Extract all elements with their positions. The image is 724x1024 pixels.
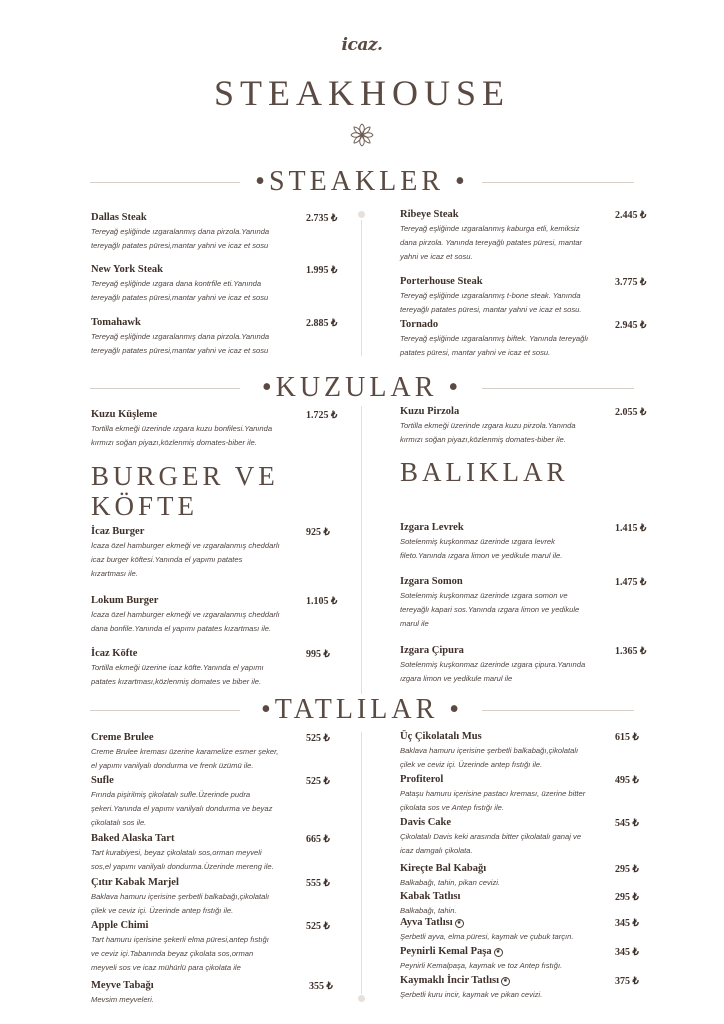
menu-item-description xyxy=(400,289,582,317)
menu-item-name-text: Meyve Tabağı xyxy=(91,980,154,991)
menu-item xyxy=(91,877,269,918)
menu-item-price: 1.995 ₺ xyxy=(306,265,338,276)
menu-item xyxy=(91,264,268,305)
menu-item-name xyxy=(91,526,280,537)
menu-item xyxy=(91,732,278,773)
menu-item-name xyxy=(91,317,269,328)
description-line: Baklava hamuru içerisine şerbetli balkabağı,çikolatalı xyxy=(400,746,579,755)
menu-item-price: 295 ₺ xyxy=(615,864,639,875)
description-line: kırmızı soğan piyazı,közlenmiş domates-biber ile. xyxy=(91,438,257,447)
menu-item-price: 2.945 ₺ xyxy=(615,320,647,331)
menu-item-description xyxy=(91,788,272,830)
menu-item-name xyxy=(400,946,562,957)
description-line: Tortilla ekmeği üzerinde ızgara kuzu pirzola.Yanında xyxy=(400,421,576,430)
menu-item-name xyxy=(91,648,264,659)
menu-item-description xyxy=(91,661,264,689)
menu-item-name xyxy=(400,276,582,287)
leaf-icon: ❦ xyxy=(502,978,509,984)
section-kuzular-header xyxy=(0,372,724,404)
menu-item-description xyxy=(400,658,585,686)
menu-item xyxy=(91,775,272,830)
description-line: çikolata sos ve Antep fıstığı ile. xyxy=(400,803,504,812)
description-line: ızgara limon ve yedikule marul ile xyxy=(400,674,513,683)
menu-item-name xyxy=(400,209,582,220)
description-line: Tereyağ eşliğinde ızgaralanmış dana pirzola.Yanında xyxy=(91,332,270,341)
menu-item-name xyxy=(400,522,562,533)
description-line: İcaza özel hamburger ekmeği ve ızgaralanmış cheddarlı xyxy=(91,610,280,619)
menu-item-name-text: Kaymaklı İncir Tatlısı xyxy=(400,975,499,986)
menu-item xyxy=(400,276,582,317)
description-line: icaz burger köftesi.Yanında el yapımı patates xyxy=(91,555,243,564)
menu-item-name-text: Apple Chimi xyxy=(91,920,149,931)
menu-item xyxy=(91,833,274,874)
menu-item xyxy=(400,406,576,447)
flower-icon xyxy=(348,121,376,149)
description-line: çilek ve ceviz içi. Üzerinde antep fıstığı ile. xyxy=(91,906,234,915)
menu-item-name xyxy=(91,833,274,844)
menu-item-name xyxy=(91,920,269,931)
menu-item-name xyxy=(91,775,272,786)
menu-item-name-text: İcaz Burger xyxy=(91,526,145,537)
menu-item-name-text: Ayva Tatlısı xyxy=(400,917,453,928)
menu-item-price: 295 ₺ xyxy=(615,892,639,903)
menu-item xyxy=(400,946,562,973)
menu-item-name xyxy=(91,980,154,991)
description-line: Tart hamuru içerisine şekerli elma püresi,antep fıstığı xyxy=(91,935,269,944)
menu-item-price: 525 ₺ xyxy=(306,776,330,787)
menu-item xyxy=(400,975,542,1002)
menu-item-name xyxy=(91,877,269,888)
menu-item-name xyxy=(91,595,280,606)
menu-item-price: 2.735 ₺ xyxy=(306,213,338,224)
leaf-icon: ❦ xyxy=(495,949,501,955)
description-line: Tereyağ eşliğinde ızgaralanmış biftek. Yanında tereyağlı xyxy=(400,334,589,343)
description-line: Balkabağı, tahin. xyxy=(400,906,457,915)
menu-item-name-text: Dallas Steak xyxy=(91,212,147,223)
menu-item-name xyxy=(400,576,579,587)
menu-item-name-text: Baked Alaska Tart xyxy=(91,833,175,844)
menu-item-description xyxy=(91,539,280,581)
menu-item xyxy=(400,891,460,918)
menu-item-name xyxy=(91,264,268,275)
description-line: icaz damgalı çikolata. xyxy=(400,846,473,855)
description-line: Sotelenmiş kuşkonmaz üzerinde ızgara somon ve xyxy=(400,591,568,600)
menu-item xyxy=(400,319,588,360)
menu-item xyxy=(91,648,264,689)
section-title: •KUZULAR • xyxy=(254,372,470,404)
description-line: sos,el yapımı vanilyalı dondurma.Üzerinde mereng ile. xyxy=(91,862,274,871)
menu-item-name-text: Kuzu Pirzola xyxy=(400,406,460,417)
menu-item-name-text: Kireçte Bal Kabağı xyxy=(400,863,487,874)
description-line: fileto.Yanında ızgara limon ve yedikule marul ile. xyxy=(400,551,563,560)
menu-item-description xyxy=(400,744,578,772)
description-line: Balkabağı, tahin, pikan cevizi. xyxy=(400,878,501,887)
menu-item xyxy=(91,595,280,636)
divider-dot xyxy=(358,995,365,1002)
description-line: dana pirzola. Yanında tereyağlı patates püresi, mantar xyxy=(400,238,583,247)
menu-item-name-text: Porterhouse Steak xyxy=(400,276,483,287)
menu-item xyxy=(91,409,272,450)
description-line: Sotelenmiş kuşkonmaz üzerinde ızgara levrek xyxy=(400,537,555,546)
menu-item-description xyxy=(91,225,269,253)
section-baliklar-title: BALIKLAR xyxy=(400,457,569,487)
menu-item-description xyxy=(400,419,576,447)
menu-item xyxy=(400,645,585,686)
menu-item-description xyxy=(400,830,581,858)
description-line: Tereyağ eşliğinde ızgaralanmış dana pirzola.Yanında xyxy=(91,227,270,236)
menu-item-name-text: Creme Brulee xyxy=(91,732,154,743)
brand-logo: icaz. xyxy=(341,35,383,55)
menu-item-name xyxy=(400,406,576,417)
menu-item-price: 925 ₺ xyxy=(306,527,330,538)
menu-item-description xyxy=(400,787,585,815)
menu-item-name-text: Kuzu Küşleme xyxy=(91,409,158,420)
menu-item-description xyxy=(400,589,579,631)
description-line: meyveli sos ve icaz mühürlü para çikolata ile xyxy=(91,963,241,972)
menu-item-name-text: Tornado xyxy=(400,319,439,330)
menu-item xyxy=(91,980,154,1007)
menu-item xyxy=(400,209,582,264)
description-line: çilek ve ceviz içi. Üzerinde antep fıstığı ile. xyxy=(400,760,543,769)
menu-item-name xyxy=(91,732,278,743)
menu-item-name-text: Çıtır Kabak Marjel xyxy=(91,877,179,888)
menu-item-name-text: Üç Çikolatalı Mus xyxy=(400,731,482,742)
description-line: Tortilla ekmeği üzerinde ızgara kuzu bonfilesi.Yanında xyxy=(91,424,273,433)
menu-item xyxy=(91,526,280,581)
section-burger-title xyxy=(91,461,279,521)
menu-item-name-text: Davis Cake xyxy=(400,817,452,828)
menu-item-price: 615 ₺ xyxy=(615,732,639,743)
menu-item-name-text: İcaz Köfte xyxy=(91,648,138,659)
menu-item-description xyxy=(91,277,268,305)
description-line: Şerbetli kuru incir, kaymak ve pikan cevizi. xyxy=(400,990,543,999)
menu-item xyxy=(91,317,269,358)
menu-item-name-text: Izgara Somon xyxy=(400,576,463,587)
description-line: Şerbetli ayva, elma püresi, kaymak ve çubuk tarçın. xyxy=(400,932,574,941)
leaf-icon: ❦ xyxy=(456,920,462,926)
description-line: kızartması ile. xyxy=(91,569,138,578)
menu-item-name-text: Kabak Tatlısı xyxy=(400,891,461,902)
menu-item-description xyxy=(91,933,269,975)
description-line: Peynirli Kemalpaşa, kaymak ve toz Antep fıstığı. xyxy=(400,961,563,970)
description-line: Fırında pişirilmiş çikolatalı sufle.Üzerinde pudra xyxy=(91,790,251,799)
menu-item-description xyxy=(91,745,278,773)
menu-item-name xyxy=(400,917,573,928)
menu-item-description xyxy=(91,608,280,636)
column-divider xyxy=(361,220,362,356)
description-line: patates kızartması,közlenmiş domates ve biber ile. xyxy=(91,677,262,686)
description-line: Tortilla ekmeği üzerine icaz köfte.Yanında el yapımı xyxy=(91,663,264,672)
menu-item-price: 995 ₺ xyxy=(306,649,330,660)
section-title: •TATLILAR • xyxy=(253,694,471,726)
menu-item-price: 2.885 ₺ xyxy=(306,318,338,329)
page-title: STEAKHOUSE xyxy=(213,73,510,113)
menu-item xyxy=(400,774,585,815)
menu-item xyxy=(400,522,562,563)
menu-item-name-text: New York Steak xyxy=(91,264,163,275)
menu-item-description xyxy=(91,993,154,1007)
menu-item-name xyxy=(400,817,581,828)
section-steakler-header xyxy=(0,166,724,198)
menu-item-description xyxy=(400,222,582,264)
menu-item-price: 345 ₺ xyxy=(615,947,639,958)
menu-item-description xyxy=(400,904,460,918)
menu-item-price: 375 ₺ xyxy=(615,976,639,987)
menu-item-price: 1.475 ₺ xyxy=(615,577,647,588)
menu-item-description xyxy=(400,930,573,944)
description-line: Pataşu hamuru içerisine pastacı kreması, üzerine bitter xyxy=(400,789,586,798)
menu-item-name xyxy=(400,774,585,785)
description-line: Tereyağ eşliğinde ızgara dana kontrfile eti.Yanında xyxy=(91,279,262,288)
menu-item-price: 495 ₺ xyxy=(615,775,639,786)
menu-item-price: 2.445 ₺ xyxy=(615,210,647,221)
section-title-line: KÖFTE xyxy=(91,491,198,521)
description-line: ve ceviz içi.Tabanında beyaz çikolata sos,orman xyxy=(91,949,254,958)
menu-item-name xyxy=(91,409,272,420)
menu-item-name-text: Sufle xyxy=(91,775,114,786)
column-divider xyxy=(361,732,362,994)
description-line: dana bonfile.Yanında el yapımı patates kızartması ile. xyxy=(91,624,272,633)
menu-item-price: 1.415 ₺ xyxy=(615,523,647,534)
description-line: Creme Brulee kreması üzerine karamelize esmer şeker, xyxy=(91,747,279,756)
description-line: kırmızı soğan piyazı,közlenmiş domates-biber ile. xyxy=(400,435,566,444)
divider-dot xyxy=(358,211,365,218)
menu-item xyxy=(400,863,500,890)
description-line: tereyağlı patates püresi,mantar yahni ve icaz et sosu xyxy=(91,293,269,302)
menu-item xyxy=(400,917,573,944)
section-title: •STEAKLER • xyxy=(247,166,477,198)
menu-item-name-text: Peynirli Kemal Paşa xyxy=(400,946,492,957)
description-line: Baklava hamuru içerisine şerbetli balkabağı,çikolatalı xyxy=(91,892,270,901)
menu-item-price: 665 ₺ xyxy=(306,834,330,845)
section-tatlilar-header xyxy=(0,694,724,726)
description-line: tereyağlı patates püresi,mantar yahni ve icaz et sosu xyxy=(91,346,269,355)
menu-item-price: 545 ₺ xyxy=(615,818,639,829)
menu-item-price: 1.365 ₺ xyxy=(615,646,647,657)
menu-item-price: 1.105 ₺ xyxy=(306,596,338,607)
description-line: patates püresi, mantar yahni ve icaz et sosu. xyxy=(400,348,551,357)
menu-item-name xyxy=(400,731,578,742)
menu-item-name-text: Izgara Levrek xyxy=(400,522,464,533)
description-line: çikolatalı sos ile. xyxy=(91,818,147,827)
description-line: tereyağlı patates püresi,mantar yahni ve icaz et sosu xyxy=(91,241,269,250)
menu-item xyxy=(400,817,581,858)
menu-item-description xyxy=(91,846,274,874)
menu-item-price: 525 ₺ xyxy=(306,733,330,744)
description-line: el yapımı vanilyalı dondurma ve frenk üzümü ile. xyxy=(91,761,254,770)
menu-item-name-text: Ribeye Steak xyxy=(400,209,459,220)
description-line: Sotelenmiş kuşkonmaz üzerinde ızgara çipura.Yanında xyxy=(400,660,586,669)
menu-item-price: 555 ₺ xyxy=(306,878,330,889)
menu-item-price: 3.775 ₺ xyxy=(615,277,647,288)
menu-item xyxy=(91,212,269,253)
menu-item-description xyxy=(400,332,588,360)
menu-item-name-text: Lokum Burger xyxy=(91,595,159,606)
menu-item-description xyxy=(400,535,562,563)
menu-item-price: 2.055 ₺ xyxy=(615,407,647,418)
menu-item-name xyxy=(91,212,269,223)
menu-item-description xyxy=(400,959,562,973)
menu-item-name-text: Tomahawk xyxy=(91,317,141,328)
menu-item-description xyxy=(91,330,269,358)
menu-item-name xyxy=(400,863,500,874)
menu-item xyxy=(400,731,578,772)
menu-item-price: 1.725 ₺ xyxy=(306,410,338,421)
description-line: Tart kurabiyesi, beyaz çikolatalı sos,orman meyveli xyxy=(91,848,262,857)
description-line: Çikolatalı Davis keki arasında bitter çikolatalı ganaj ve xyxy=(400,832,582,841)
description-line: yahni ve icaz et sosu. xyxy=(400,252,473,261)
menu-item-name-text: Izgara Çipura xyxy=(400,645,464,656)
description-line: marul ile xyxy=(400,619,429,628)
description-line: tereyağlı patates püresi, mantar yahni ve icaz et sosu. xyxy=(400,305,582,314)
menu-item-name xyxy=(400,975,542,986)
menu-item-name xyxy=(400,645,585,656)
menu-item-price: 525 ₺ xyxy=(306,921,330,932)
description-line: İcaza özel hamburger ekmeği ve ızgaralanmış cheddarlı xyxy=(91,541,280,550)
menu-item-description xyxy=(400,876,500,890)
description-line: Tereyağ eşliğinde ızgaralanmış kaburga etli, kemiksiz xyxy=(400,224,580,233)
description-line: tereyağlı kapari sos.Yanında ızgara limon ve yedikule xyxy=(400,605,580,614)
menu-item xyxy=(400,576,579,631)
menu-item-name xyxy=(400,891,460,902)
menu-item-name xyxy=(400,319,588,330)
description-line: Tereyağ eşliğinde ızgaralanmış t-bone steak. Yanında xyxy=(400,291,581,300)
column-divider xyxy=(361,406,362,694)
menu-item-description xyxy=(400,988,542,1002)
menu-item-price: 355 ₺ xyxy=(309,981,333,992)
description-line: şekeri.Yanında el yapımı vanilyalı dondurma ve beyaz xyxy=(91,804,273,813)
section-title-line: BURGER VE xyxy=(91,461,279,491)
description-line: Mevsim meyveleri. xyxy=(91,995,154,1004)
menu-item xyxy=(91,920,269,975)
menu-item-name-text: Profiterol xyxy=(400,774,444,785)
menu-item-description xyxy=(91,890,269,918)
menu-item-price: 345 ₺ xyxy=(615,918,639,929)
menu-item-description xyxy=(91,422,272,450)
